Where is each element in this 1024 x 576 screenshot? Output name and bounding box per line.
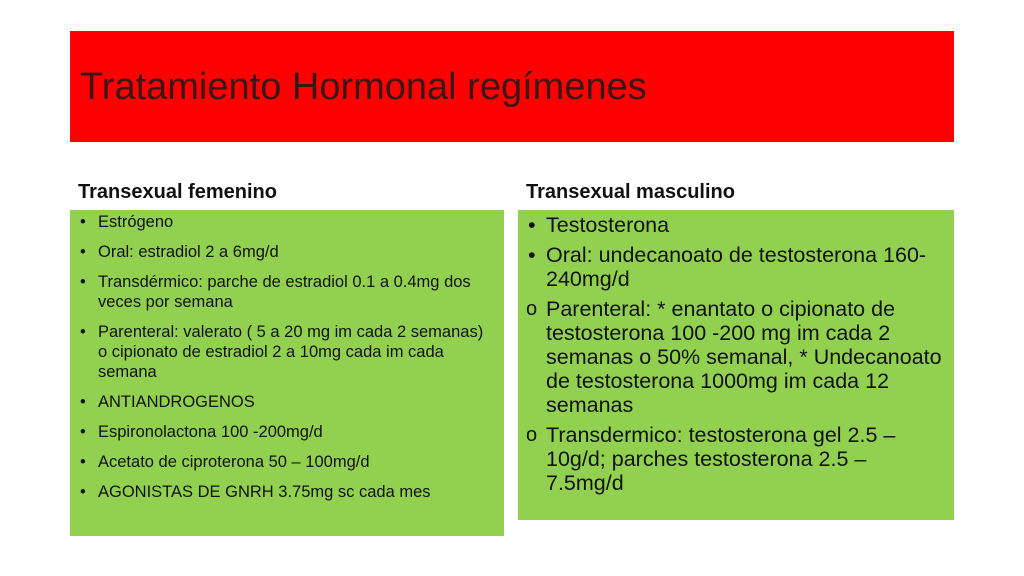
left-bullet-list — [78, 212, 494, 502]
bullet-icon: • — [80, 273, 86, 291]
bullet-icon: • — [80, 323, 86, 341]
list-item — [78, 392, 494, 412]
list-item-text: Transdermico: testosterona gel 2.5 – 10g/d; parches testosterona 2.5 – 7.5mg/d — [546, 423, 896, 495]
right-panel — [518, 210, 954, 520]
bullet-icon: • — [80, 243, 86, 261]
slide-title: Tratamiento Hormonal regímenes — [80, 66, 647, 108]
list-item — [78, 422, 494, 442]
list-item-text: Oral: estradiol 2 a 6mg/d — [98, 243, 279, 261]
bullet-icon: • — [80, 423, 86, 441]
list-item — [78, 212, 494, 232]
list-item — [526, 423, 944, 495]
bullet-icon: • — [80, 453, 86, 471]
list-item-text: Oral: undecanoato de testosterona 160-240mg/d — [546, 243, 927, 291]
right-column-heading: Transexual masculino — [526, 181, 735, 203]
list-item — [526, 297, 944, 417]
list-item — [78, 452, 494, 472]
list-item-text: Parenteral: valerato ( 5 a 20 mg im cada 2 semanas) o cipionato de estradiol 2 a 10mg cada im cada semana — [98, 323, 484, 381]
right-bullet-list — [526, 213, 944, 495]
circle-bullet-icon: o — [526, 424, 538, 446]
list-item-text: Testosterona — [546, 213, 670, 237]
list-item-text: Acetato de ciproterona 50 – 100mg/d — [98, 453, 370, 471]
list-item — [526, 213, 944, 237]
bullet-icon: • — [528, 243, 536, 267]
list-item-text: Transdérmico: parche de estradiol 0.1 a 0.4mg dos veces por semana — [98, 273, 471, 311]
bullet-icon: • — [528, 213, 536, 237]
list-item — [78, 482, 494, 502]
list-item — [78, 322, 494, 382]
circle-bullet-icon: o — [526, 298, 538, 320]
list-item — [78, 242, 494, 262]
list-item — [78, 272, 494, 312]
list-item-text: Parenteral: * enantato o cipionato de testosterona 100 -200 mg im cada 2 semanas o 50% semanal, * Undecanoato de testosterona 1000mg im cada 12 semanas — [546, 297, 942, 417]
left-column-heading: Transexual femenino — [78, 181, 277, 203]
bullet-icon: • — [80, 213, 86, 231]
list-item-text: ANTIANDROGENOS — [98, 393, 255, 411]
bullet-icon: • — [80, 483, 86, 501]
list-item-text: Espironolactona 100 -200mg/d — [98, 423, 323, 441]
bullet-icon: • — [80, 393, 86, 411]
title-banner — [70, 31, 954, 142]
list-item-text: Estrógeno — [98, 213, 174, 231]
list-item-text: AGONISTAS DE GNRH 3.75mg sc cada mes — [98, 483, 431, 501]
left-panel — [70, 210, 504, 536]
list-item — [526, 243, 944, 291]
